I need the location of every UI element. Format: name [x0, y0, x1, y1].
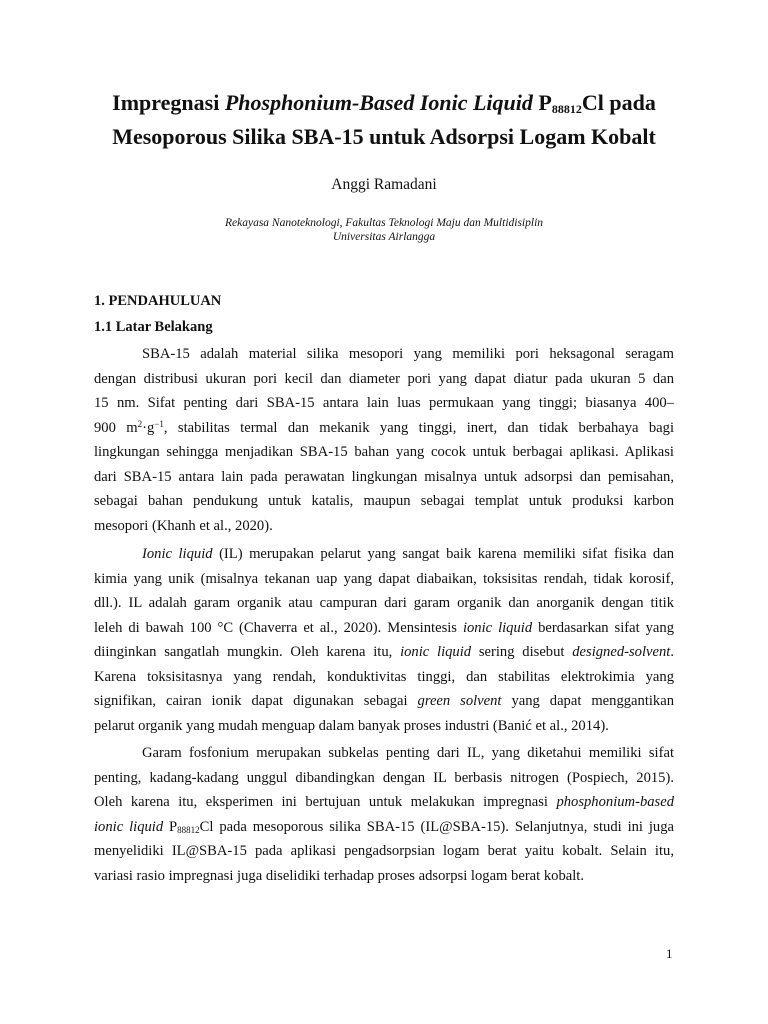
- text-run: sering disebut: [471, 644, 573, 660]
- title-text: Impregnasi: [112, 90, 225, 115]
- paragraph-line: [94, 640, 674, 665]
- paragraph: [94, 741, 674, 888]
- italic-text: phosphonium-based: [556, 794, 674, 810]
- text-run: .: [670, 644, 674, 660]
- italic-text: green solvent: [417, 693, 502, 709]
- italic-text: designed-solvent: [572, 644, 671, 660]
- text-run: Oleh karena itu, eksperimen ini bertujuan untuk melakukan impregnasi: [94, 794, 557, 810]
- paper-title: [60, 86, 708, 154]
- affiliation: [0, 216, 768, 244]
- text-run: yang dapat menggantikan: [501, 693, 674, 709]
- page-number: 1: [666, 946, 673, 961]
- paragraph-line: [94, 689, 674, 714]
- text-run: Cl pada mesoporous silika SBA-15 (IL@SBA-15). Selanjutnya, studi ini juga: [199, 818, 674, 835]
- paragraph-line: dari SBA-15 antara lain pada perawatan lingkungan misalnya untuk adsorpsi dan pemisahan,: [94, 468, 674, 485]
- text-run: (IL) merupakan pelarut yang sangat baik karena memiliki sifat fisika dan: [212, 546, 674, 562]
- italic-text: ionic liquid: [400, 644, 472, 660]
- affiliation-line: Universitas Airlangga: [332, 231, 436, 243]
- paragraph: [94, 342, 674, 538]
- italic-text: ionic liquid: [462, 619, 533, 636]
- paragraph: [94, 542, 674, 738]
- paragraph-line: dll.). IL adalah garam organik atau campuran dari garam organik dan anorganik dengan titik: [94, 595, 674, 611]
- text-run: leleh di bawah 100 °C (Chaverra et al., 2020). Mensintesis: [94, 619, 463, 636]
- subsection-heading: 1.1 Latar Belakang: [94, 319, 213, 335]
- paragraph-line: [94, 416, 674, 441]
- paragraph-line: sebagai bahan pendukung untuk katalis, maupun sebagai templat untuk produksi karbon: [94, 493, 674, 509]
- subscript: 88812: [177, 824, 200, 835]
- paragraph-line: lingkungan sehingga menjadikan SBA-15 bahan yang cocok untuk berbagai aplikasi. Aplikasi: [94, 444, 674, 460]
- paragraph-line: Garam fosfonium merupakan subkelas penting dari IL, yang diketahui memiliki sifat: [142, 745, 674, 761]
- paragraph-line: [94, 542, 674, 567]
- text-run: P: [163, 818, 178, 835]
- superscript: 2: [137, 418, 143, 429]
- paragraph-line: kimia yang unik (misalnya tekanan uap yang dapat diabaikan, toksisitas rendah, tidak korosif,: [94, 570, 674, 587]
- paragraph-line: [94, 616, 674, 641]
- paragraph-line: dengan distribusi ukuran pori kecil dan diameter pori yang dapat diatur pada ukuran 5 dan: [94, 370, 674, 387]
- section-heading: 1. PENDAHULUAN: [94, 293, 222, 309]
- paragraph-line: mesopori (Khanh et al., 2020).: [94, 517, 273, 534]
- title-subscript: 88812: [551, 102, 582, 116]
- title-text: Cl pada: [581, 90, 656, 115]
- author-name: Anggi Ramadani: [331, 176, 437, 193]
- text-run: diinginkan sangatlah mungkin. Oleh karena itu,: [94, 644, 401, 660]
- title-italic-text: Phosphonium-Based Ionic Liquid: [224, 90, 533, 115]
- paragraph-line: SBA-15 adalah material silika mesopori yang memiliki pori heksagonal seragam: [142, 346, 674, 362]
- paragraph-line: menyelidiki IL@SBA-15 pada aplikasi pengadsorpsian logam berat yaitu kobalt. Selain itu,: [94, 843, 674, 859]
- text-run: 900 m: [94, 419, 138, 436]
- title-line-1: [60, 86, 708, 120]
- paragraph-line: 15 nm. Sifat penting dari SBA-15 antara lain luas permukaan yang tinggi; biasanya 400–: [94, 395, 674, 411]
- paragraph-line: pelarut organik yang mudah menguap dalam banyak proses industri (Banić et al., 2014).: [94, 717, 609, 734]
- text-run: berdasarkan sifat yang: [532, 619, 674, 636]
- paragraph-line: variasi rasio impregnasi juga diselidiki terhadap proses adsorpsi logam berat kobalt.: [94, 867, 584, 884]
- paragraph-line: [94, 790, 674, 815]
- affiliation-line: Rekayasa Nanoteknologi, Fakultas Teknologi Maju dan Multidisiplin: [224, 217, 544, 229]
- text-run: , stabilitas termal dan mekanik yang tinggi, inert, dan tidak berbahaya bagi: [163, 419, 674, 436]
- italic-text: Ionic liquid: [142, 546, 213, 562]
- superscript: −1: [154, 418, 164, 429]
- title-line-2: Mesoporous Silika SBA-15 untuk Adsorpsi Logam Kobalt: [112, 124, 656, 149]
- text-run: ·g: [142, 419, 155, 436]
- text-run: signifikan, cairan ionik dapat digunakan sebagai: [94, 693, 418, 709]
- italic-text: ionic liquid: [94, 818, 164, 835]
- title-text: P: [532, 90, 552, 115]
- paragraph-line: penting, kadang-kadang unggul dibandingkan dengan IL berbasis nitrogen (Pospiech, 2015).: [94, 769, 674, 786]
- paragraph-line: Karena toksisitasnya yang rendah, konduktivitas tinggi, dan stabilitas elektrokimia yang: [94, 668, 674, 685]
- paragraph-line: [94, 815, 674, 840]
